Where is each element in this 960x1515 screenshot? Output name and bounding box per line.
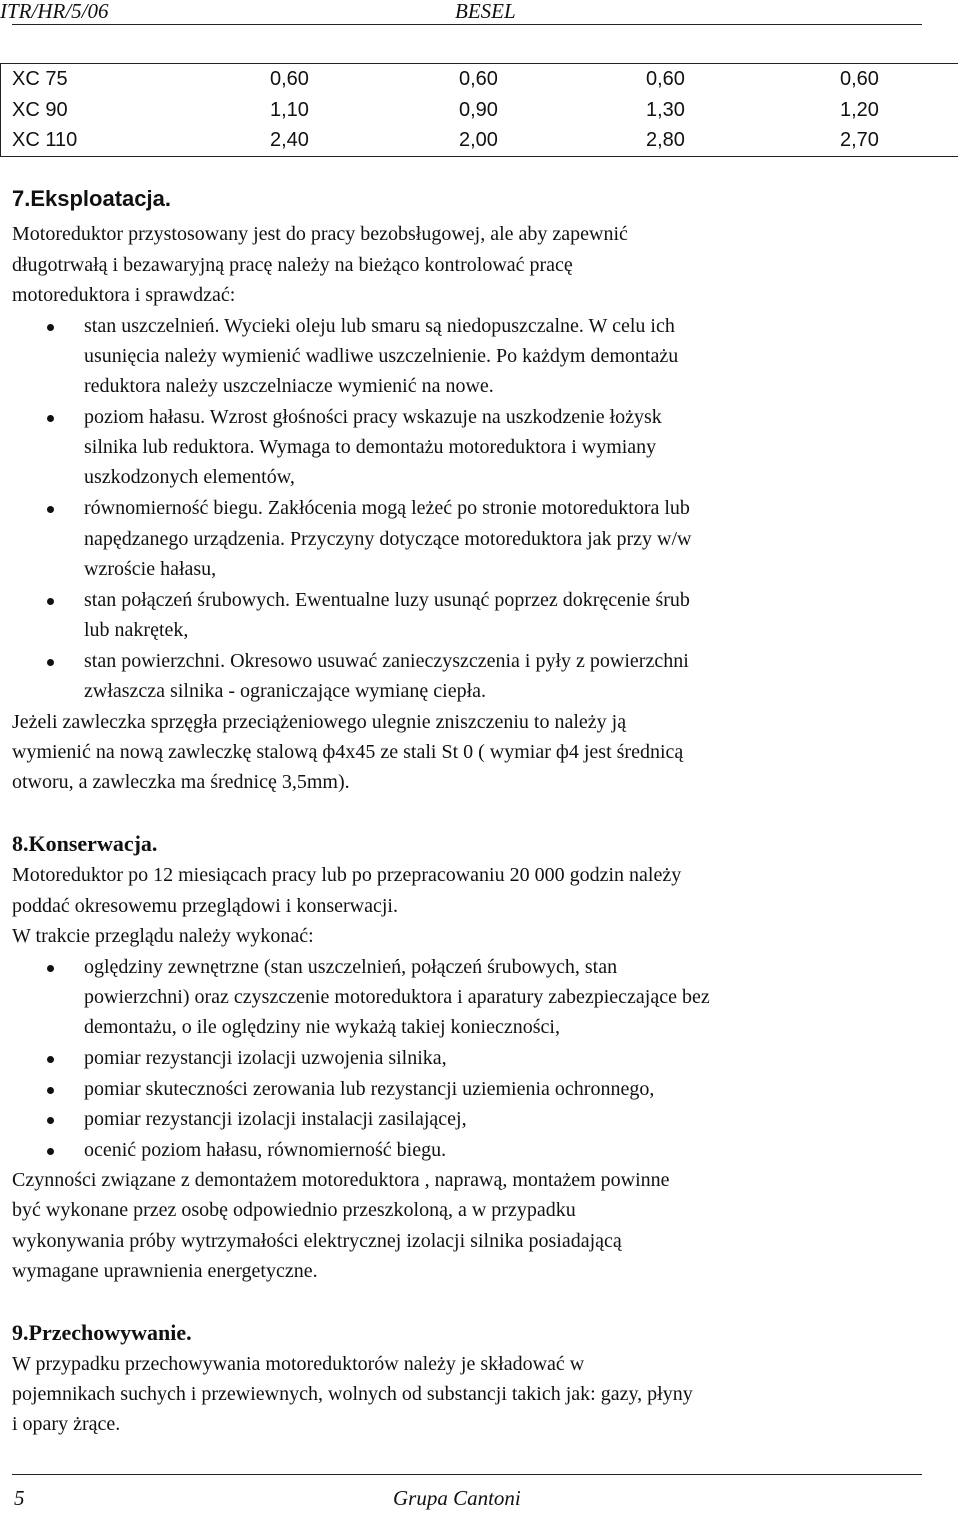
table-cell: 0,90 xyxy=(459,99,498,121)
paragraph-line: pojemnikach suchych i przewiewnych, wolnych od substancji takich jak: gazy, płyny xyxy=(12,1383,693,1405)
list-item-line: lub nakrętek, xyxy=(84,619,189,641)
table-cell: 0,60 xyxy=(459,68,498,90)
list-item-line: oględziny zewnętrzne (stan uszczelnień, połączeń śrubowych, stan xyxy=(84,956,618,978)
table-cell: 2,00 xyxy=(459,129,498,151)
bullet-icon xyxy=(47,1117,54,1124)
paragraph-line: Jeżeli zawleczka sprzęgła przeciążeniowego ulegnie zniszczeniu to należy ją xyxy=(12,711,627,733)
list-item-line: demontażu, o ile oględziny nie wykażą takiej konieczności, xyxy=(84,1016,560,1038)
table-cell: 2,40 xyxy=(270,129,309,151)
list-item-line: napędzanego urządzenia. Przyczyny dotyczące motoreduktora jak przy w/w xyxy=(84,528,692,550)
table-cell: 0,60 xyxy=(646,68,685,90)
paragraph-line: wymienić na nową zawleczkę stalową ф4x45 ze stali St 0 ( wymiar ф4 jest średnicą xyxy=(12,741,684,763)
doc-brand: BESEL xyxy=(455,0,516,23)
doc-code: ITR/HR/5/06 xyxy=(0,0,109,23)
list-item-line: pomiar rezystancji izolacji uzwojenia silnika, xyxy=(84,1047,447,1069)
paragraph-line: wymagane uprawnienia energetyczne. xyxy=(12,1260,318,1282)
paragraph-line: i opary żrące. xyxy=(12,1413,121,1435)
table-cell: 2,80 xyxy=(646,129,685,151)
bullet-icon xyxy=(47,1056,54,1063)
list-item-line: ocenić poziom hałasu, równomierność biegu. xyxy=(84,1139,447,1161)
list-item-line: silnika lub reduktora. Wymaga to demontażu motoreduktora i wymiany xyxy=(84,436,657,458)
bullet-icon xyxy=(47,506,54,513)
list-item-line: poziom hałasu. Wzrost głośności pracy wskazuje na uszkodzenie łożysk xyxy=(84,406,662,428)
paragraph-line: Motoreduktor przystosowany jest do pracy bezobsługowej, ale aby zapewnić xyxy=(12,223,628,245)
table-cell: XC 75 xyxy=(12,68,68,90)
list-item-line: pomiar rezystancji izolacji instalacji zasilającej, xyxy=(84,1108,467,1130)
page-number: 5 xyxy=(14,1486,25,1510)
bullet-icon xyxy=(47,598,54,605)
footer-company: Grupa Cantoni xyxy=(393,1486,521,1510)
table-cell: XC 90 xyxy=(12,99,68,121)
bullet-icon xyxy=(47,1087,54,1094)
list-item-line: reduktora należy uszczelniacze wymienić na nowe. xyxy=(84,375,494,397)
list-item-line: powierzchni) oraz czyszczenie motoreduktora i aparatury zabezpieczające bez xyxy=(84,986,710,1008)
table-cell: 1,30 xyxy=(646,99,685,121)
paragraph-line: motoreduktora i sprawdzać: xyxy=(12,284,236,306)
paragraph-line: W przypadku przechowywania motoreduktorów należy je składować w xyxy=(12,1353,585,1375)
table-cell: XC 110 xyxy=(12,129,78,151)
list-item-line: stan powierzchni. Okresowo usuwać zanieczyszczenia i pyły z powierzchni xyxy=(84,650,689,672)
table-cell: 0,60 xyxy=(270,68,309,90)
table-cell: 1,20 xyxy=(840,99,879,121)
bullet-icon xyxy=(47,415,54,422)
list-item-line: stan uszczelnień. Wycieki oleju lub smaru są niedopuszczalne. W celu ich xyxy=(84,315,675,337)
section-heading-storage: 9.Przechowywanie. xyxy=(12,1320,192,1345)
bullet-icon xyxy=(47,1148,54,1155)
list-item-line: zwłaszcza silnika - ograniczające wymianę ciepła. xyxy=(84,680,487,702)
paragraph-line: poddać okresowemu przeglądowi i konserwacji. xyxy=(12,895,398,917)
list-item-line: uszkodzonych elementów, xyxy=(84,466,295,488)
bullet-icon xyxy=(47,965,54,972)
paragraph-line: W trakcie przeglądu należy wykonać: xyxy=(12,925,314,947)
bullet-icon xyxy=(47,659,54,666)
list-item-line: równomierność biegu. Zakłócenia mogą leżeć po stronie motoreduktora lub xyxy=(84,497,690,519)
paragraph-line: Motoreduktor po 12 miesiącach pracy lub po przepracowaniu 20 000 godzin należy xyxy=(12,864,682,886)
paragraph-line: wykonywania próby wytrzymałości elektrycznej izolacji silnika posiadającą xyxy=(12,1230,622,1252)
list-item-line: wzroście hałasu, xyxy=(84,558,217,580)
paragraph-line: otworu, a zawleczka ma średnicę 3,5mm). xyxy=(12,771,350,793)
paragraph-line: być wykonane przez osobę odpowiednio przeszkoloną, a w przypadku xyxy=(12,1199,576,1221)
list-item-line: usunięcia należy wymienić wadliwe uszczelnienie. Po każdym demontażu xyxy=(84,345,679,367)
section-heading-exploitation: 7.Eksploatacja. xyxy=(12,186,171,211)
list-item-line: stan połączeń śrubowych. Ewentualne luzy usunąć poprzez dokręcenie śrub xyxy=(84,589,690,611)
table-cell: 1,10 xyxy=(270,99,309,121)
paragraph-line: długotrwałą i bezawaryjną pracę należy na bieżąco kontrolować pracę xyxy=(12,254,573,276)
section-heading-maintenance: 8.Konserwacja. xyxy=(12,831,158,856)
page-footer xyxy=(12,1474,922,1476)
bullet-icon xyxy=(47,324,54,331)
paragraph-line: Czynności związane z demontażem motoreduktora , naprawą, montażem powinne xyxy=(12,1169,670,1191)
table-cell: 0,60 xyxy=(840,68,879,90)
list-item-line: pomiar skuteczności zerowania lub rezystancji uziemienia ochronnego, xyxy=(84,1078,655,1100)
table-cell: 2,70 xyxy=(840,129,879,151)
